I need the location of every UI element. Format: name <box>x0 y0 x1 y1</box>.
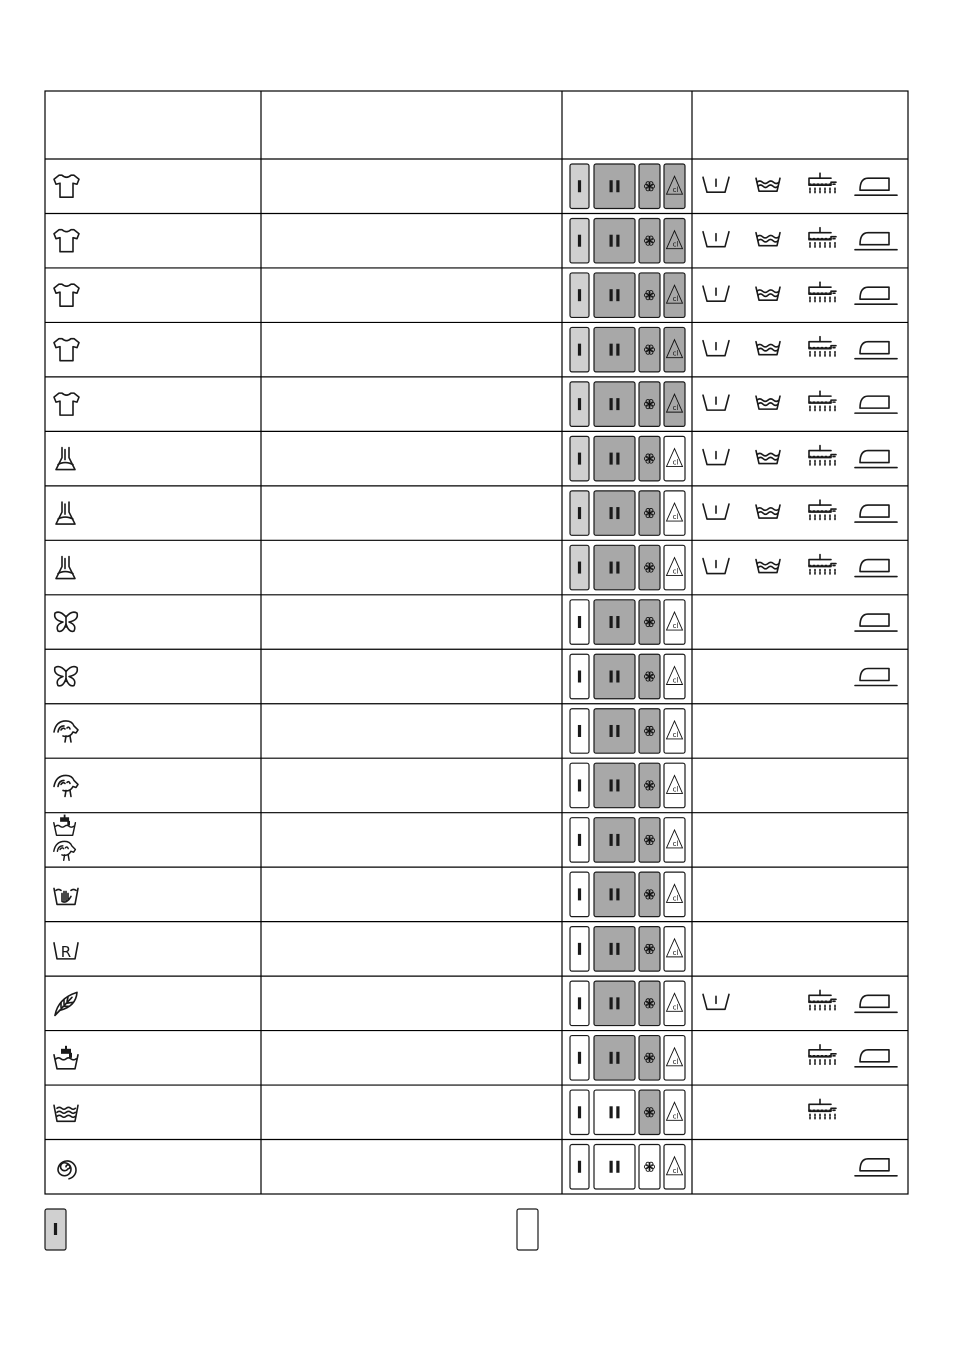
rinse-hold-icon <box>809 446 836 466</box>
table-row <box>55 600 897 644</box>
spiral-icon <box>58 1161 76 1179</box>
options-cell <box>703 337 897 359</box>
compartment-softener <box>639 1145 660 1189</box>
compartment-cell <box>570 981 685 1025</box>
compartment-cell <box>570 327 685 371</box>
compartment-cell <box>570 709 685 753</box>
bleach-label: cl <box>672 404 679 413</box>
options-cell <box>703 555 897 577</box>
compartment-wash <box>594 382 635 426</box>
compartment-bleach <box>664 763 685 807</box>
bleach-label: cl <box>672 458 679 467</box>
compartment-wash <box>594 818 635 862</box>
wash-tub-icon <box>756 396 780 409</box>
compartment-prewash <box>570 545 589 589</box>
options-cell <box>703 282 897 304</box>
prewash-tub-icon <box>703 286 729 301</box>
compartment-softener <box>639 872 660 916</box>
compartment-cell <box>570 491 685 535</box>
compartment-cell <box>570 218 685 262</box>
iron-icon <box>855 614 897 631</box>
compartment-softener <box>639 491 660 535</box>
prewash-tub-icon <box>703 395 729 410</box>
rinse-hold-icon <box>809 173 836 193</box>
compartment-softener <box>639 327 660 371</box>
tshirt-icon <box>54 175 79 197</box>
compartment-prewash <box>570 436 589 480</box>
compartment-softener <box>639 654 660 698</box>
compartment-wash <box>594 327 635 371</box>
rinse-tub-icon <box>54 1105 78 1121</box>
fabric-cell <box>54 943 78 961</box>
wash-tub-icon <box>756 233 780 246</box>
fabric-cell <box>55 667 78 686</box>
iron-icon <box>855 342 897 359</box>
compartment-bleach <box>664 1090 685 1134</box>
compartment-bleach <box>664 273 685 317</box>
rinse-hold-icon <box>809 391 836 411</box>
table-row <box>55 654 897 698</box>
compartment-bleach <box>664 218 685 262</box>
compartment-bleach <box>664 818 685 862</box>
prewash-tub-icon <box>703 504 729 519</box>
compartment-bleach <box>664 1036 685 1080</box>
rinse-hold-icon <box>809 337 836 357</box>
prewash-tub-icon <box>703 341 729 356</box>
compartment-softener <box>639 436 660 480</box>
compartment-cell <box>570 927 685 971</box>
bleach-label: cl <box>672 1003 679 1012</box>
compartment-softener <box>639 709 660 753</box>
wash-tub-icon <box>756 178 780 191</box>
fabric-cell <box>56 557 75 579</box>
fabric-cell <box>54 230 79 252</box>
compartment-softener <box>639 545 660 589</box>
table-row <box>55 981 897 1025</box>
compartment-prewash <box>570 327 589 371</box>
flask-icon <box>56 502 75 524</box>
table-row <box>54 218 897 262</box>
compartment-prewash <box>570 927 589 971</box>
iron-icon <box>855 669 897 686</box>
compartment-bleach <box>664 709 685 753</box>
iron-icon <box>855 1050 897 1067</box>
compartment-prewash <box>570 654 589 698</box>
rinse-hold-icon <box>809 555 836 575</box>
fabric-cell <box>54 815 76 861</box>
compartment-cell <box>570 273 685 317</box>
compartment-wash <box>594 927 635 971</box>
compartment-bleach <box>664 491 685 535</box>
legend <box>45 1209 538 1250</box>
compartment-prewash <box>570 1090 589 1134</box>
rinse-hold-icon <box>809 282 836 302</box>
compartment-cell <box>570 872 685 916</box>
compartment-softener <box>639 164 660 208</box>
compartment-bleach <box>664 545 685 589</box>
iron-icon <box>855 451 897 468</box>
bleach-label: cl <box>672 1057 679 1066</box>
fabric-cell <box>54 393 79 415</box>
compartment-prewash <box>570 1036 589 1080</box>
compartment-cell <box>570 763 685 807</box>
compartment-prewash <box>570 818 589 862</box>
tap-tub-icon <box>54 1046 78 1069</box>
compartment-prewash <box>570 981 589 1025</box>
bleach-label: cl <box>672 894 679 903</box>
compartment-prewash <box>570 1145 589 1189</box>
compartment-cell <box>570 545 685 589</box>
iron-icon <box>855 396 897 413</box>
table-row <box>54 164 897 208</box>
compartment-softener <box>639 218 660 262</box>
compartment-wash <box>594 872 635 916</box>
compartment-prewash <box>570 491 589 535</box>
compartment-prewash <box>570 218 589 262</box>
table-row <box>54 382 897 426</box>
compartment-softener <box>639 927 660 971</box>
compartment-prewash <box>570 382 589 426</box>
table-row <box>54 1036 897 1080</box>
compartment-wash <box>594 763 635 807</box>
tshirt-icon <box>54 230 79 252</box>
options-cell <box>855 614 897 631</box>
bleach-label: cl <box>672 1112 679 1121</box>
bleach-label: cl <box>672 349 679 358</box>
tshirt-icon <box>54 393 79 415</box>
iron-icon <box>855 1159 897 1176</box>
bleach-label: cl <box>672 295 679 304</box>
options-cell <box>703 500 897 522</box>
options-cell <box>855 1159 897 1176</box>
iron-icon <box>855 505 897 522</box>
table-row <box>54 327 897 371</box>
legend-filled-swatch <box>45 1209 66 1250</box>
fabric-cell <box>56 448 75 470</box>
options-cell <box>703 228 897 250</box>
prewash-tub-icon <box>703 177 729 192</box>
fabric-cell <box>54 339 79 361</box>
tshirt-icon <box>54 339 79 361</box>
compartment-bleach <box>664 654 685 698</box>
compartment-wash <box>594 1145 635 1189</box>
flask-icon <box>56 448 75 470</box>
prewash-tub-icon <box>703 559 729 574</box>
compartment-cell <box>570 382 685 426</box>
r-tub-letter: R <box>60 942 72 961</box>
compartment-softener <box>639 600 660 644</box>
table-row <box>54 815 685 863</box>
bleach-label: cl <box>672 240 679 249</box>
bleach-label: cl <box>672 730 679 739</box>
bleach-label: cl <box>672 948 679 957</box>
compartment-wash <box>594 981 635 1025</box>
fabric-cell <box>58 1161 76 1179</box>
compartment-cell <box>570 164 685 208</box>
table-row <box>58 1145 897 1189</box>
wash-tub-icon <box>756 505 780 518</box>
fabric-cell <box>54 1105 78 1121</box>
iron-icon <box>855 233 897 250</box>
table-row <box>56 436 897 480</box>
rinse-hold-icon <box>809 990 836 1010</box>
iron-icon <box>855 178 897 195</box>
sheep-icon <box>54 775 78 796</box>
bleach-label: cl <box>672 839 679 848</box>
compartment-cell <box>570 1090 685 1134</box>
compartment-softener <box>639 273 660 317</box>
rinse-hold-icon <box>809 228 836 248</box>
iron-icon <box>855 560 897 577</box>
table-row <box>54 1090 836 1134</box>
legend-empty-swatch <box>517 1209 538 1250</box>
compartment-cell <box>570 654 685 698</box>
compartment-wash <box>594 709 635 753</box>
bleach-label: cl <box>672 567 679 576</box>
compartment-bleach <box>664 327 685 371</box>
compartment-prewash <box>570 872 589 916</box>
flask-icon <box>56 557 75 579</box>
compartment-cell <box>570 1145 685 1189</box>
wash-tub-icon <box>756 451 780 464</box>
bleach-label: cl <box>672 676 679 685</box>
butterfly-icon <box>55 612 78 631</box>
compartment-bleach <box>664 436 685 480</box>
options-cell <box>809 1045 897 1067</box>
bleach-label: cl <box>672 785 679 794</box>
compartment-wash <box>594 545 635 589</box>
table-row <box>56 545 897 589</box>
compartment-softener <box>639 818 660 862</box>
compartment-softener <box>639 1090 660 1134</box>
fabric-cell <box>54 888 78 904</box>
table-grid <box>45 91 908 1194</box>
compartment-cell <box>570 436 685 480</box>
compartment-bleach <box>664 981 685 1025</box>
prewash-tub-icon <box>703 450 729 465</box>
compartment-bleach <box>664 382 685 426</box>
bleach-label: cl <box>672 186 679 195</box>
sheep-icon <box>54 841 76 860</box>
fabric-cell <box>54 1046 78 1069</box>
fabric-cell <box>55 612 78 631</box>
feather-icon <box>55 992 77 1015</box>
fabric-cell <box>54 775 78 796</box>
iron-icon <box>855 995 897 1012</box>
compartment-prewash <box>570 164 589 208</box>
compartment-prewash <box>570 763 589 807</box>
compartment-wash <box>594 654 635 698</box>
compartment-prewash <box>570 709 589 753</box>
table-row <box>54 273 897 317</box>
compartment-cell <box>570 1036 685 1080</box>
table-row <box>54 927 685 971</box>
compartment-bleach <box>664 164 685 208</box>
table-row <box>56 491 897 535</box>
options-cell <box>855 669 897 686</box>
handwash-icon <box>54 888 78 904</box>
table-row <box>54 709 685 753</box>
iron-icon <box>855 287 897 304</box>
table-row <box>54 763 685 807</box>
compartment-bleach <box>664 1145 685 1189</box>
bleach-label: cl <box>672 1166 679 1175</box>
fabric-cell <box>54 284 79 306</box>
rinse-hold-icon <box>809 500 836 520</box>
compartment-prewash <box>570 600 589 644</box>
compartment-wash <box>594 273 635 317</box>
rinse-hold-icon <box>809 1045 836 1065</box>
options-cell <box>703 173 897 195</box>
compartment-cell <box>570 600 685 644</box>
options-cell <box>809 1099 836 1119</box>
fabric-cell <box>54 175 79 197</box>
compartment-wash <box>594 1090 635 1134</box>
compartment-wash <box>594 436 635 480</box>
compartment-softener <box>639 763 660 807</box>
butterfly-icon <box>55 667 78 686</box>
compartment-bleach <box>664 872 685 916</box>
fabric-cell <box>54 721 78 742</box>
tshirt-icon <box>54 284 79 306</box>
wash-tub-icon <box>756 287 780 300</box>
compartment-wash <box>594 1036 635 1080</box>
fabric-cell <box>55 992 77 1015</box>
prewash-tub-icon <box>703 232 729 247</box>
options-cell <box>703 391 897 413</box>
sheep-icon <box>54 721 78 742</box>
wash-tub-icon <box>756 342 780 355</box>
compartment-wash <box>594 164 635 208</box>
compartment-bleach <box>664 600 685 644</box>
r-tub-icon <box>54 943 78 961</box>
compartment-wash <box>594 218 635 262</box>
compartment-cell <box>570 818 685 862</box>
prewash-tub-icon <box>703 994 729 1009</box>
options-cell <box>703 446 897 468</box>
rinse-hold-icon <box>809 1099 836 1119</box>
fabric-cell <box>56 502 75 524</box>
compartment-softener <box>639 1036 660 1080</box>
compartment-prewash <box>570 273 589 317</box>
compartment-wash <box>594 600 635 644</box>
bleach-label: cl <box>672 622 679 631</box>
table-row <box>54 872 685 916</box>
bleach-label: cl <box>672 513 679 522</box>
wash-tub-icon <box>756 560 780 573</box>
compartment-bleach <box>664 927 685 971</box>
compartment-wash <box>594 491 635 535</box>
compartment-softener <box>639 382 660 426</box>
tap-tub-icon <box>54 815 76 836</box>
options-cell <box>703 990 897 1012</box>
compartment-softener <box>639 981 660 1025</box>
